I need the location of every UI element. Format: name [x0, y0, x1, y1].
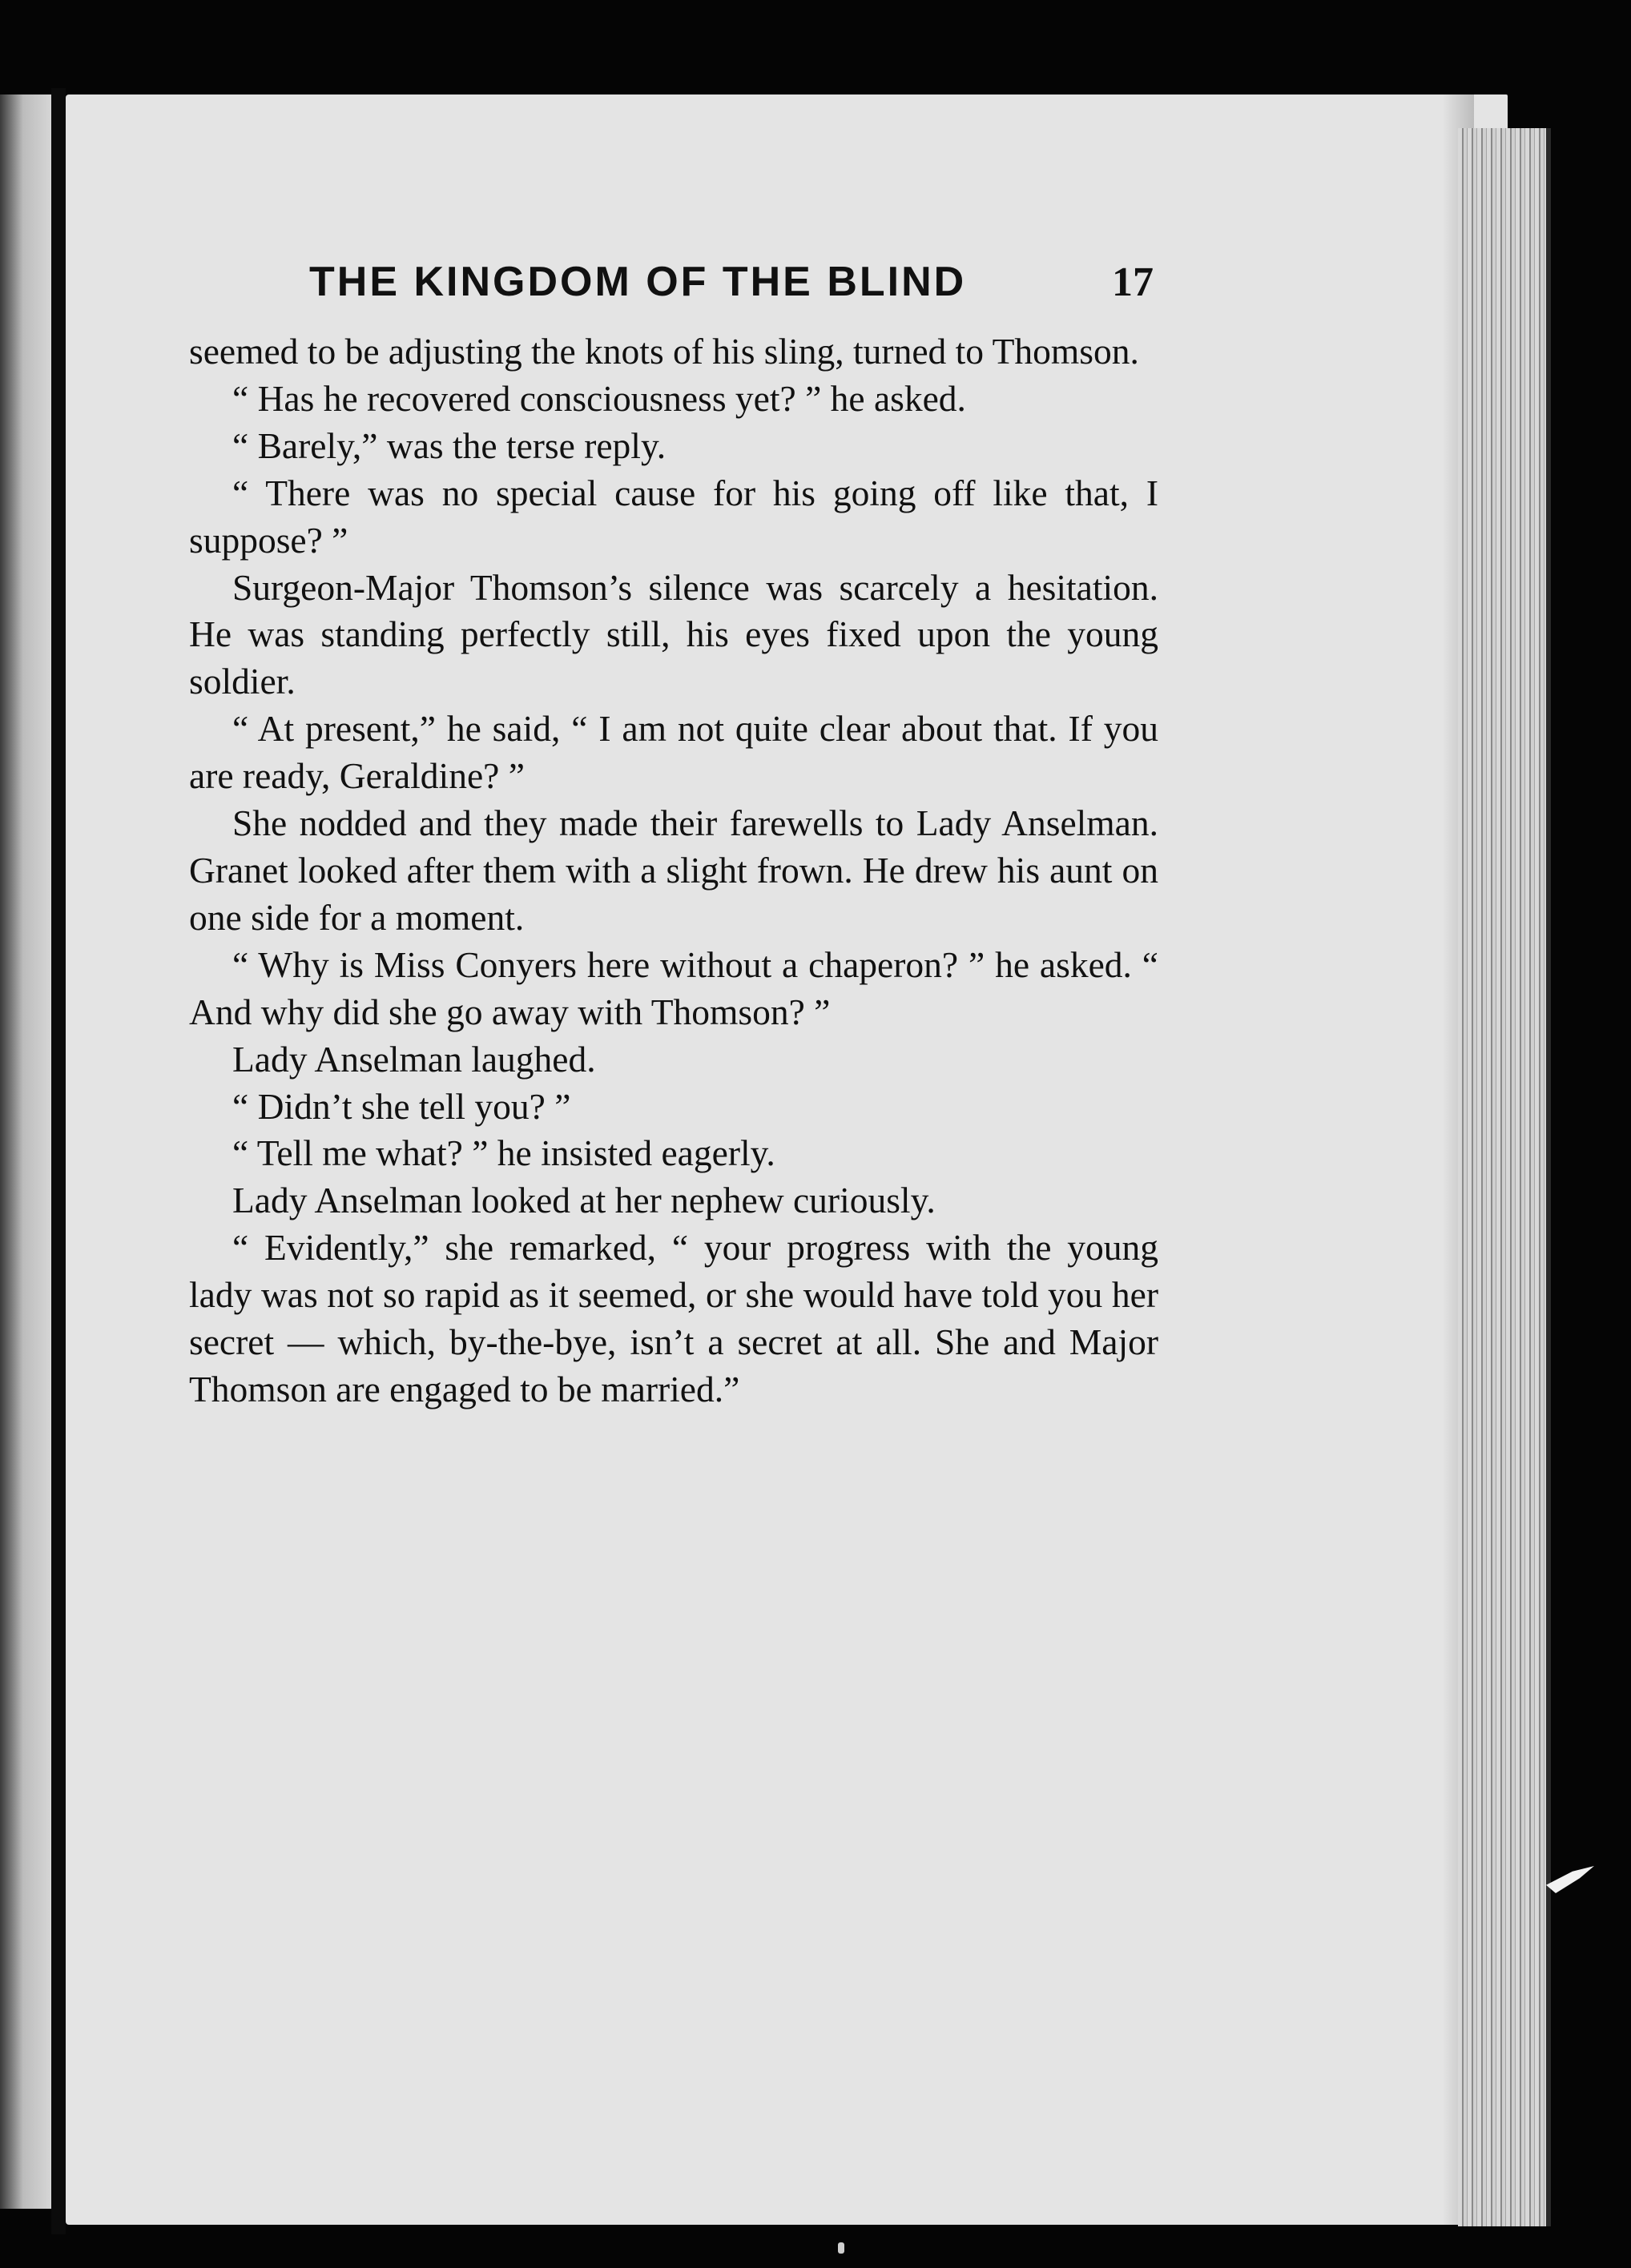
scan-speck [838, 2242, 844, 2254]
paragraph-8: “ Why is Miss Conyers here without a chaperon? ” he asked. “ And why did she go away with Thomson? ” [189, 943, 1158, 1032]
page-number: 17 [1112, 259, 1154, 305]
running-title: THE KINGDOM OF THE BLIND [309, 259, 967, 305]
paragraph-1: seemed to be adjusting the knots of his sling, turned to Thomson. [189, 331, 1139, 372]
paragraph-11: “ Tell me what? ” he insisted eagerly. [232, 1132, 775, 1174]
paragraph-6: “ At present,” he said, “ I am not quite clear about that. If you are ready, Geraldine? ” [189, 708, 1158, 797]
paragraph-9: Lady Anselman laughed. [232, 1038, 596, 1080]
paragraph-7: She nodded and they made their farewells to Lady Anselman. Granet looked after them with a slight frown. He drew his aunt on one side for a moment. [189, 802, 1158, 938]
paragraph-12: Lady Anselman looked at her nephew curiously. [232, 1180, 936, 1221]
text-block [189, 258, 1158, 1413]
book-gutter [51, 88, 66, 2234]
paragraph-10: “ Didn’t she tell you? ” [232, 1085, 571, 1127]
running-head [189, 258, 1158, 327]
paragraph-5: Surgeon-Major Thomson’s silence was scarcely a hesitation. He was standing perfectly still, his eyes fixed upon the young soldier. [189, 566, 1158, 702]
book-fore-edge [1458, 128, 1551, 2226]
paragraph-13: “ Evidently,” she remarked, “ your progress with the young lady was not so rapid as it seemed, or she would have told you her secret — which, by-the-bye, isn’t a secret at all. She and Major Thomson are engaged to be married.” [189, 1227, 1158, 1409]
facing-page-edge [0, 94, 51, 2209]
paragraph-4: “ There was no special cause for his going off like that, I suppose? ” [189, 472, 1158, 561]
paragraph-3: “ Barely,” was the terse reply. [232, 424, 666, 466]
page-corner-mark [1546, 1866, 1594, 1893]
paragraph-2: “ Has he recovered consciousness yet? ” he asked. [232, 377, 966, 419]
